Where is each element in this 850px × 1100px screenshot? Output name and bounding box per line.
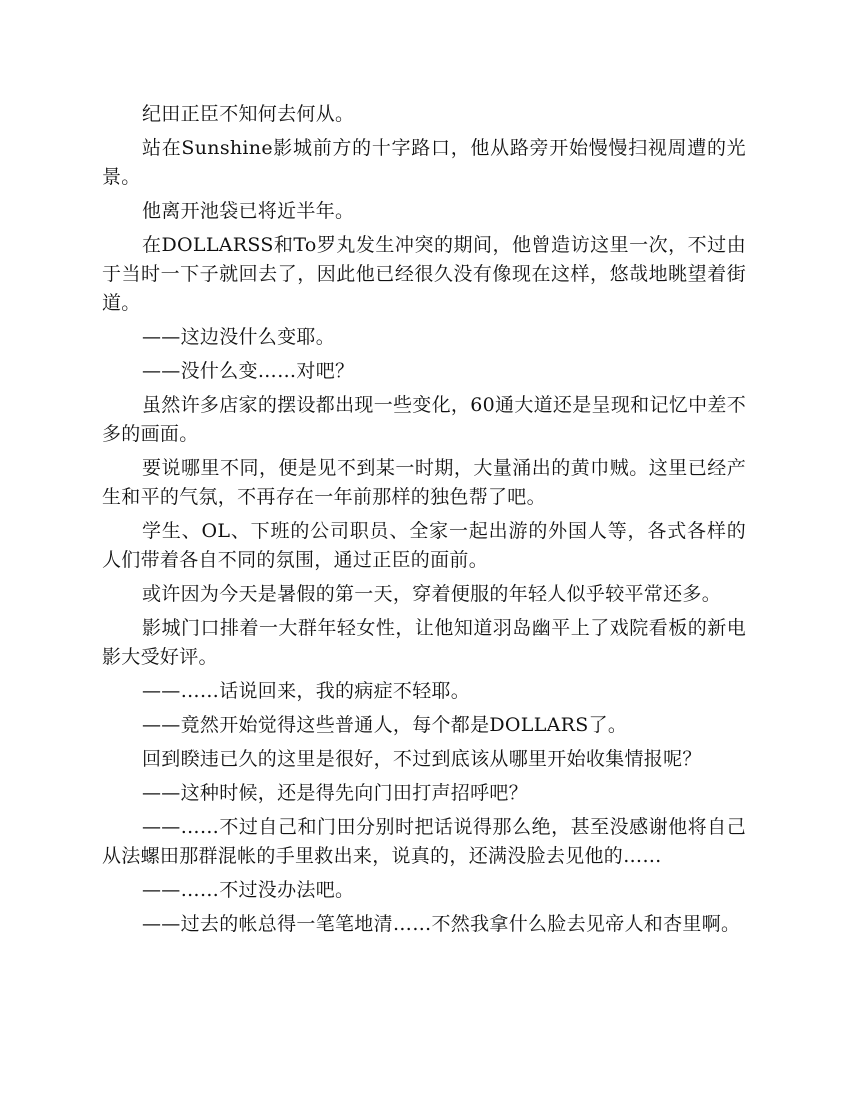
paragraph: ——没什么变……对吧？ bbox=[142, 360, 355, 382]
paragraph: ——……话说回来，我的病症不轻耶。 bbox=[142, 680, 471, 702]
paragraph: ——这边没什么变耶。 bbox=[142, 326, 336, 348]
paragraph: 他离开池袋已将近半年。 bbox=[142, 200, 355, 222]
paragraph: 学生、OL、下班的公司职员、全家一起出游的外国人等，各式各样的人们带着各自不同的氛围，通过正臣的面前。 bbox=[102, 520, 746, 571]
paragraph: ——竟然开始觉得这些普通人，每个都是DOLLARS了。 bbox=[142, 714, 628, 736]
paragraph: 站在Sunshine影城前方的十字路口，他从路旁开始慢慢扫视周遭的光景。 bbox=[102, 137, 746, 188]
paragraph: 或许因为今天是暑假的第一天，穿着便服的年轻人似乎较平常还多。 bbox=[142, 583, 722, 605]
paragraph: 纪田正臣不知何去何从。 bbox=[142, 103, 355, 125]
document-page bbox=[102, 100, 746, 944]
paragraph: 虽然许多店家的摆设都出现一些变化，60通大道还是呈现和记忆中差不多的画面。 bbox=[102, 394, 746, 445]
paragraph: 要说哪里不同，便是见不到某一时期，大量涌出的黄巾贼。这里已经产生和平的气氛，不再存在一年前那样的独色帮了吧。 bbox=[102, 457, 746, 508]
paragraph: 影城门口排着一大群年轻女性，让他知道羽岛幽平上了戏院看板的新电影大受好评。 bbox=[102, 617, 746, 668]
paragraph: 在DOLLARSS和To罗丸发生冲突的期间，他曾造访这里一次，不过由于当时一下子就回去了，因此他已经很久没有像现在这样，悠哉地眺望着街道。 bbox=[102, 234, 746, 314]
paragraph: ——……不过没办法吧。 bbox=[142, 879, 355, 901]
paragraph: ——过去的帐总得一笔笔地清……不然我拿什么脸去见帝人和杏里啊。 bbox=[142, 913, 741, 935]
paragraph: ——……不过自己和门田分别时把话说得那么绝，甚至没感谢他将自己从法螺田那群混帐的手里救出来，说真的，还满没脸去见他的…… bbox=[102, 816, 746, 867]
paragraph: ——这种时候，还是得先向门田打声招呼吧？ bbox=[142, 782, 529, 804]
paragraph: 回到睽违已久的这里是很好，不过到底该从哪里开始收集情报呢？ bbox=[142, 748, 702, 770]
